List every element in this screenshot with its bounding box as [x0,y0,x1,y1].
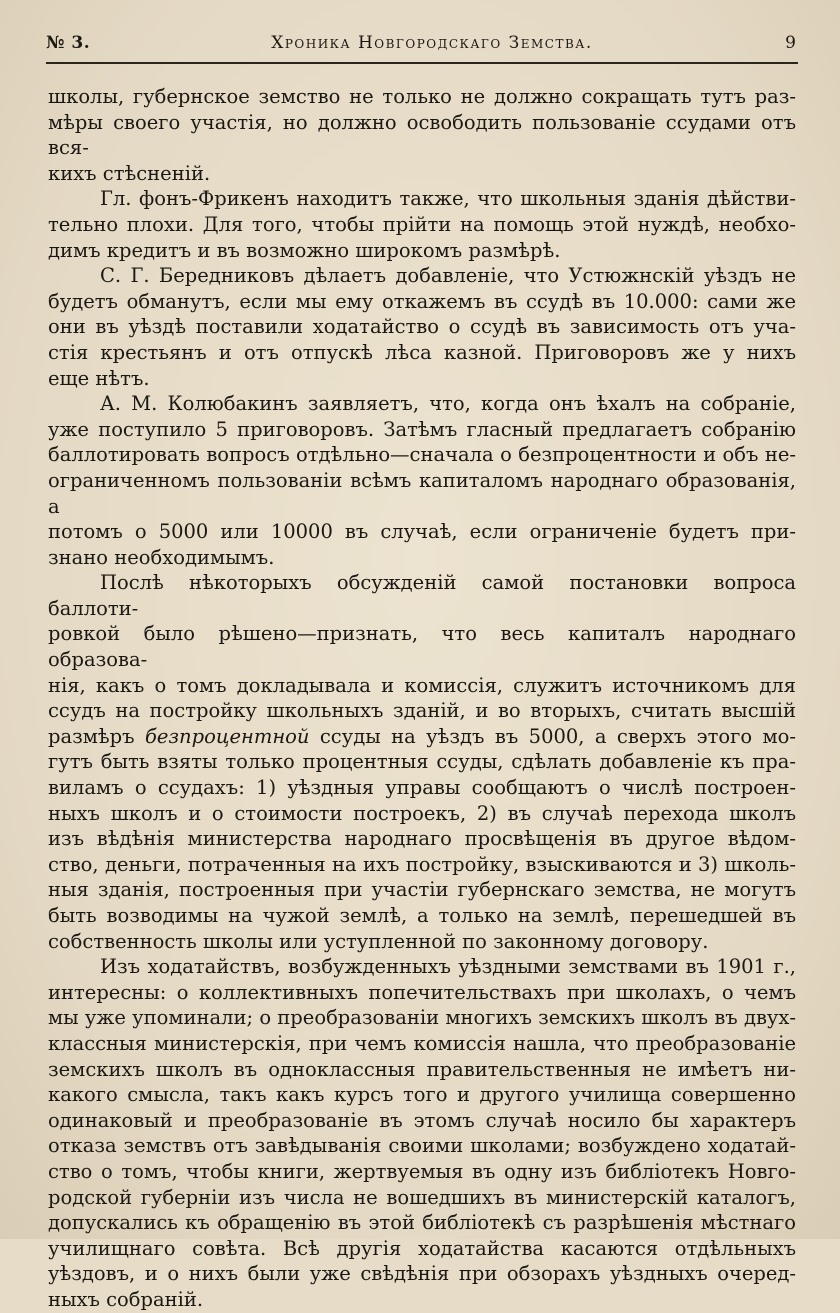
text-line: тельно плохи. Для того, чтобы прійти на помощь этой нуждѣ, необхо- [48,212,796,236]
page-number: 9 [785,33,796,53]
body-text [48,84,796,1313]
italic-emphasis: безпроцентной [144,724,310,748]
text-line: знано необходимымъ. [48,545,275,569]
text-line: мы уже упоминали; о преобразованіи многихъ земскихъ школъ въ двух- [48,1006,796,1030]
text-line: потомъ о 5000 или 10000 въ случаѣ, если ограниченіе будетъ при- [48,520,796,544]
running-header [46,30,798,56]
text-line: уѣздовъ, и о нихъ были уже свѣдѣнія при обзорахъ уѣздныхъ очеред- [48,1262,796,1286]
text-line: А. М. Колюбакинъ заявляетъ, что, когда онъ ѣхалъ на собраніе, [100,392,796,416]
text-line: баллотировать вопросъ отдѣльно—сначала о безпроцентности и объ не- [48,443,796,467]
text-line: они въ уѣздѣ поставили ходатайство о ссудѣ въ зависимость отъ уча- [48,315,796,339]
text-line: ровкой было рѣшено—признать, что весь капиталъ народнаго образова- [48,622,796,672]
text-line: училищнаго совѣта. Всѣ другія ходатайства касаются отдѣльныхъ [48,1236,796,1260]
text-line: изъ вѣдѣнія министерства народнаго просвѣщенія въ другое вѣдом- [48,827,796,851]
text-line: еще нѣтъ. [48,366,150,390]
text-line: ныхъ школъ и о стоимости построекъ, 2) въ случаѣ перехода школъ [48,801,796,825]
text-line: быть возводимы на чужой землѣ, а только на землѣ, перешедшей въ [48,904,796,927]
text-line: уже поступило 5 приговоровъ. Затѣмъ гласный предлагаетъ собранію [48,417,796,441]
text-line-with-italic [48,724,796,750]
text-line: С. Г. Бередниковъ дѣлаетъ добавленіе, что Устюжнскій уѣздъ не [100,264,796,288]
text-line: нія, какъ о томъ докладывала и комиссія, служитъ источникомъ для [48,673,796,697]
text-line: родской губерніи изъ числа не вошедшихъ въ министерскій каталогъ, [48,1185,796,1209]
issue-number: № 3. [46,33,91,53]
text-line: Послѣ нѣкоторыхъ обсужденій самой постановки вопроса баллоти- [48,571,796,620]
text-line: одинаковый и преобразованіе въ этомъ случаѣ носило бы характеръ [48,1108,796,1132]
text-line: ныхъ собраній. [48,1287,204,1311]
text-line: отказа земствъ отъ завѣдыванія своими школами; возбуждено ходатай- [48,1134,796,1158]
text-segment: ссуды на уѣздъ въ 5000, а сверхъ этого мо- [309,724,796,748]
text-line: гутъ быть взяты только процентныя ссуды, сдѣлать добавленіе къ пра- [48,750,796,774]
text-line: земскихъ школъ въ одноклассныя правительственныя не имѣетъ ни- [48,1057,796,1081]
text-line: будетъ обманутъ, если мы ему откажемъ въ ссудѣ въ 10.000: сами же [48,289,796,313]
running-title: Хроника Новгородскаго Земства. [271,33,593,53]
text-line: школы, губернское земство не только не должно сокращать тутъ раз- [48,85,796,108]
text-line: какого смысла, такъ какъ курсъ того и другого училища совершенно [48,1083,796,1107]
text-line: димъ кредитъ и въ возможно широкомъ размѣрѣ. [48,238,561,262]
text-line: ссудъ на постройку школьныхъ зданій, и во вторыхъ, считать высшій [48,699,796,723]
text-line: классныя министерскія, при чемъ комиссія нашла, что преобразованіе [48,1031,796,1055]
text-line: виламъ о ссудахъ: 1) уѣздныя управы сообщаютъ о числѣ построен- [48,776,796,800]
text-line: ство о томъ, чтобы книги, жертвуемыя въ одну изъ библіотекъ Новго- [48,1159,796,1183]
text-line: ство, деньги, потраченныя на ихъ постройку, взыскиваются и 3) школь- [48,852,796,876]
text-line: Гл. фонъ-Фрикенъ находитъ также, что школьныя зданія дѣйстви- [100,187,796,211]
text-line: интересны: о коллективныхъ попечительствахъ при школахъ, о чемъ [48,980,796,1004]
text-line: стія крестьянъ и отъ отпускѣ лѣса казной. Приговоровъ же у нихъ [48,340,796,364]
text-line: Изъ ходатайствъ, возбужденныхъ уѣздными земствами въ 1901 г., [100,955,796,979]
text-line: кихъ стѣсненій. [48,161,211,185]
text-line: допускались къ обращенію въ этой библіотекѣ съ разрѣшенія мѣстнаго [48,1211,796,1235]
text-line: ограниченномъ пользованіи всѣмъ капиталомъ народнаго образованія, а [48,468,796,518]
text-line: мѣры своего участія, но должно освободить пользованіе ссудами отъ вся- [48,110,796,160]
text-segment: размѣръ [48,724,145,748]
text-line: ныя зданія, построенныя при участіи губернскаго земства, не могутъ [48,878,796,902]
header-rule [46,62,798,64]
text-line: собственность школы или уступленной по законному договору. [48,929,709,953]
